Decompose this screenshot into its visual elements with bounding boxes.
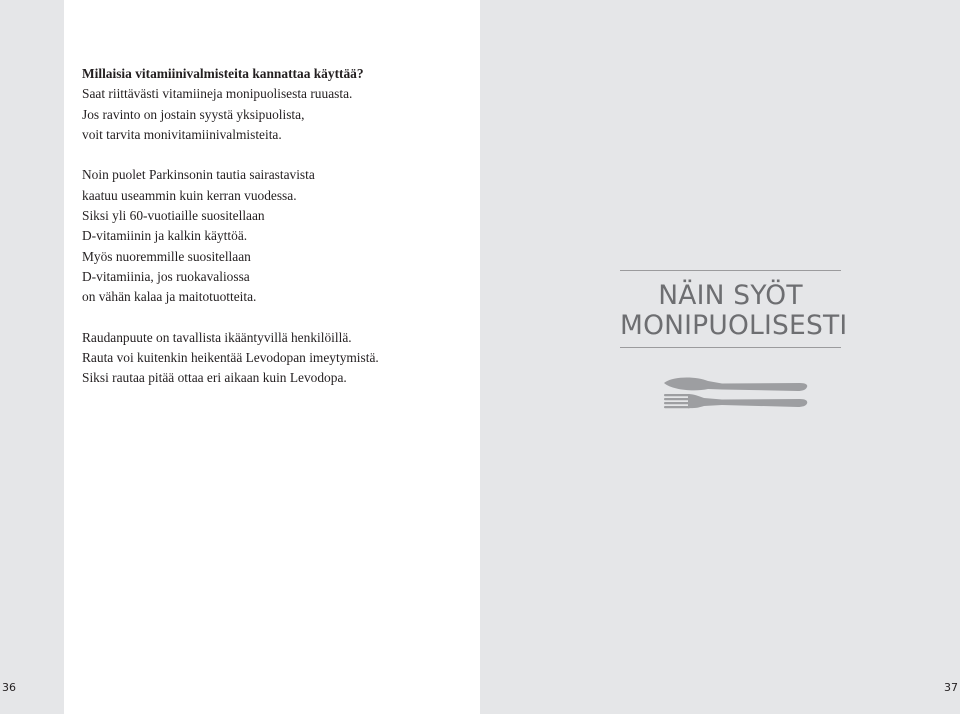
text-line: Myös nuoremmille suositellaan [82, 248, 251, 264]
text-line: Saat riittävästi vitamiineja monipuolisesta ruuasta. [82, 86, 353, 102]
text-line: kaatuu useammin kuin kerran vuodessa. [82, 187, 297, 203]
page-number-right: 37 [944, 681, 958, 694]
text-line: voit tarvita monivitamiinivalmisteita. [82, 126, 282, 142]
chapter-title-line1: NÄIN SYÖT [658, 280, 803, 311]
section-heading: Millaisia vitamiinivalmisteita kannattaa käyttää? [82, 66, 364, 81]
chapter-title [620, 270, 848, 348]
text-line: Rauta voi kuitenkin heikentää Levodopan imeytymistä. [82, 350, 379, 366]
chapter-title-line2: MONIPUOLISESTI [620, 310, 848, 341]
text-line: Siksi yli 60-vuotiaille suositellaan [82, 208, 265, 224]
body-text [82, 64, 462, 389]
knife-icon [664, 377, 807, 391]
text-line: Jos ravinto on jostain syystä yksipuolista, [82, 106, 305, 122]
text-line: on vähän kalaa ja maitotuotteita. [82, 289, 257, 305]
text-line: D-vitamiinia, jos ruokavaliossa [82, 268, 250, 284]
fork-and-knife-icon [662, 373, 808, 413]
left-page [64, 0, 480, 714]
page-number-left: 36 [2, 681, 16, 694]
text-line: D-vitamiinin ja kalkin käyttöä. [82, 228, 248, 244]
text-line: Siksi rautaa pitää ottaa eri aikaan kuin Levodopa. [82, 370, 347, 386]
fork-icon [664, 394, 807, 408]
text-line: Noin puolet Parkinsonin tautia sairastavista [82, 167, 315, 183]
text-line: Raudanpuute on tavallista ikääntyvillä henkilöillä. [82, 329, 352, 345]
